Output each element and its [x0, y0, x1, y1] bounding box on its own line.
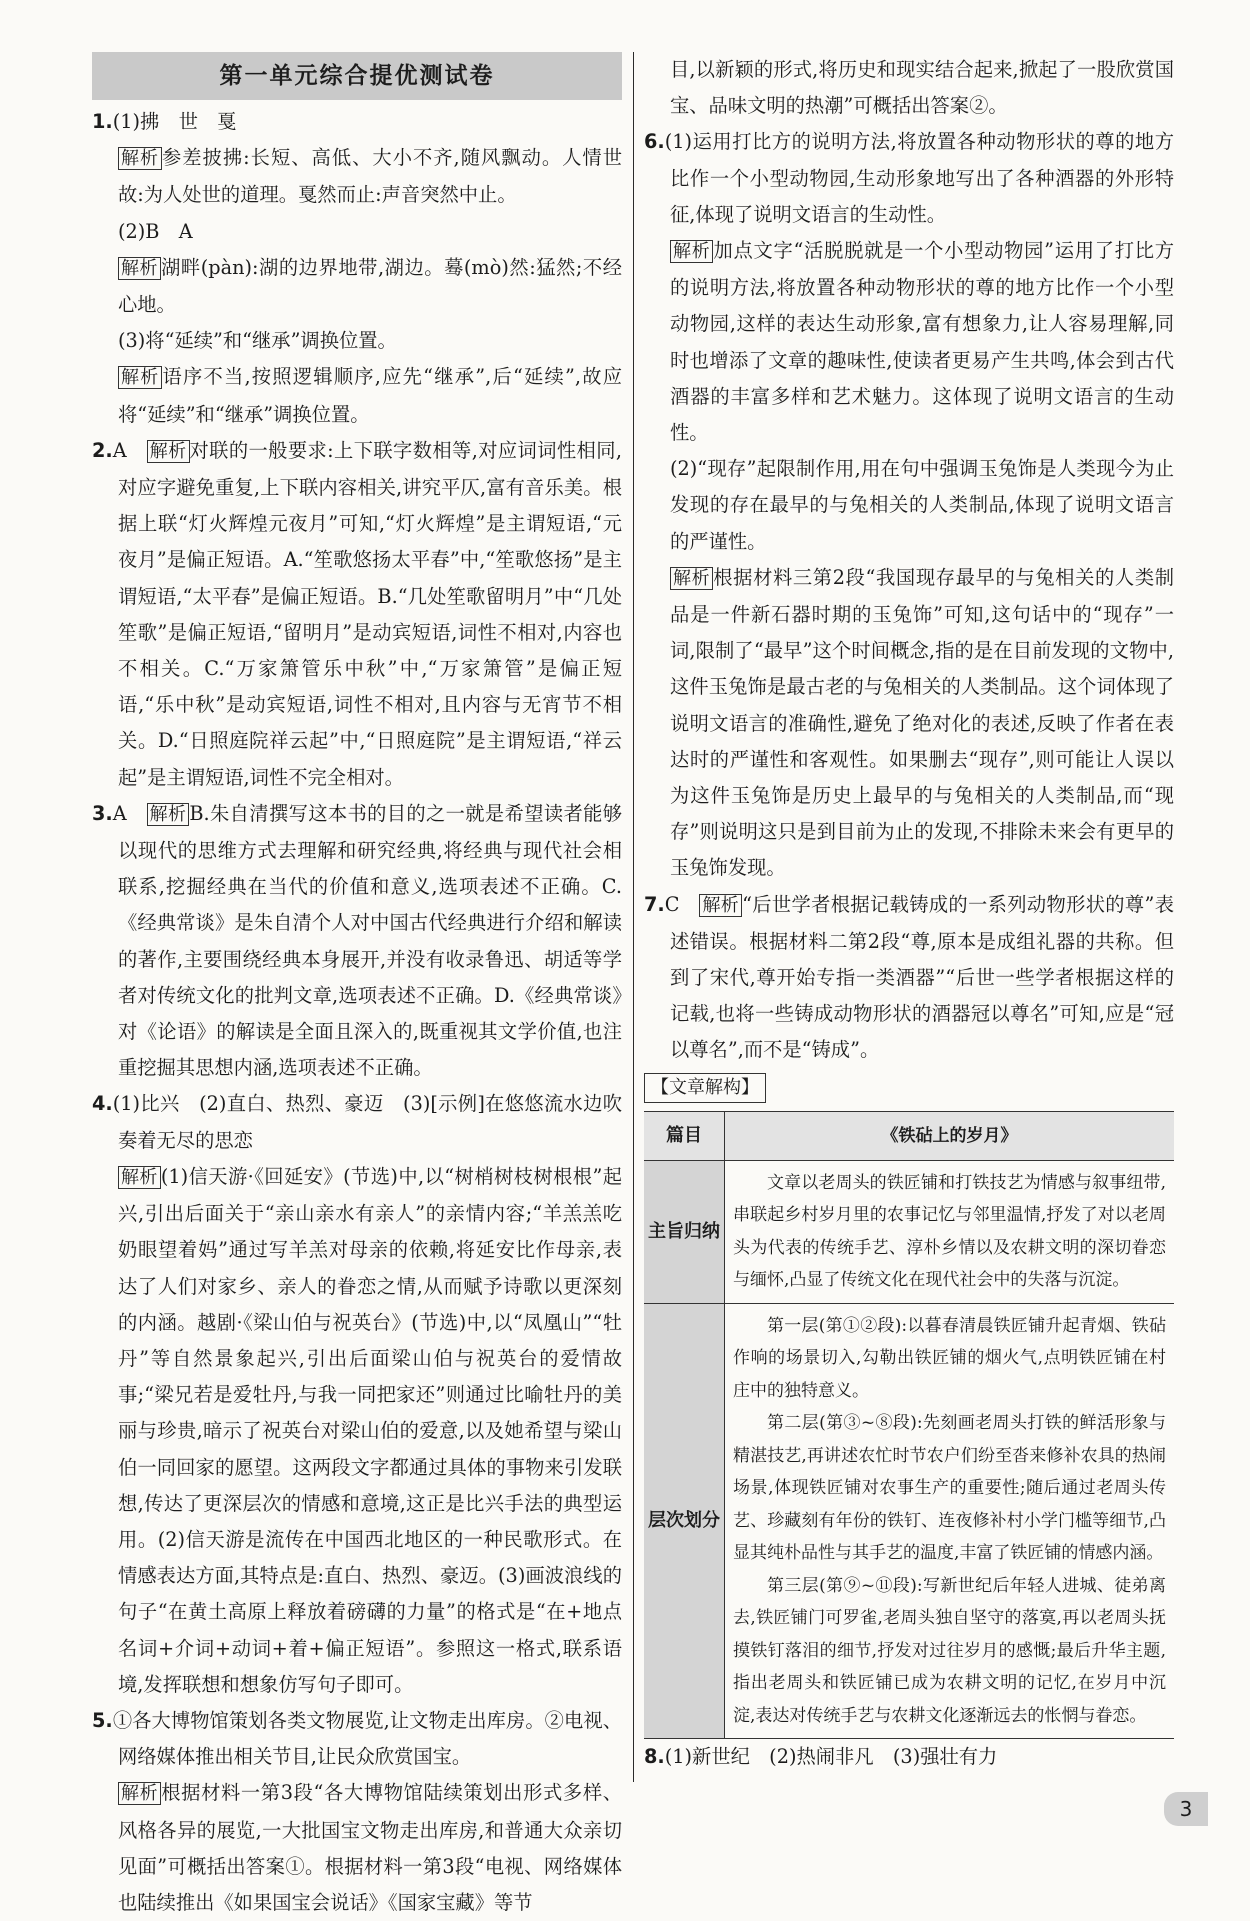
analysis-tag: 解析: [118, 257, 161, 280]
left-column: [92, 52, 622, 1921]
structure-table: [644, 1111, 1174, 1740]
answer-block: (2)“现存”起限制作用,用在句中强调玉兔饰是人类现今为止发现的存在最早的与兔相关的人类制品,体现了说明文语言的严谨性。: [670, 457, 1174, 553]
col-head: 篇目: [644, 1111, 725, 1160]
right-answers: [644, 52, 1174, 1069]
answer-block: 解析 湖畔(pàn):湖的边界地带,湖边。蓦(mò)然:猛然;不经心地。: [118, 255, 622, 317]
column-divider: [633, 52, 634, 1782]
answer-block: 5.①各大博物馆策划各类文物展览,让文物走出库房。②电视、网络媒体推出相关节目,让民众欣赏国宝。: [92, 1708, 622, 1769]
right-column: [644, 52, 1174, 1776]
analysis-tag: 解析: [147, 440, 190, 463]
answer-block: 解析 参差披拂:长短、高低、大小不齐,随风飘动。人情世故:为人处世的道理。戛然而止:声音突然中止。: [118, 146, 622, 207]
answer-block: 7.C 解析 “后世学者根据记载铸成的一系列动物形状的尊”表述错误。根据材料二第2段“尊,原本是成组礼器的共称。但到了宋代,尊开始专指一类酒器”“后世一些学者根据这样的记载,也将一些铸成动物形状的酒器冠以尊名”可知,应是“冠以尊名”,而不是“铸成”。: [644, 892, 1175, 1062]
answer-block: 6.(1)运用打比方的说明方法,将放置各种动物形状的尊的地方比作一个小型动物园,生动形象地写出了各种酒器的外形特征,体现了说明文语言的生动性。: [644, 130, 1174, 226]
page-title: 第一单元综合提优测试卷: [92, 52, 622, 100]
article-title: 《铁砧上的岁月》: [725, 1111, 1175, 1160]
answer-block: 3.A 解析 B.朱自清撰写这本书的目的之一就是希望读者能够以现代的思维方式去理解和研究经典,将经典与现代社会相联系,挖掘经典在当代的价值和意义,选项表述不正确。C.《经典常谈》是朱自清个人对中国古代经典进行介绍和解读的著作,主要围绕经典本身展开,并没有收录鲁迅、胡适等学者对传统文化的批判文章,选项表述不正确。D.《经典常谈》对《论语》的解读是全面且深入的,既重视其文学价值,也注重挖掘其思想内涵,选项表述不正确。: [92, 801, 623, 1080]
table-row: [644, 1303, 1174, 1739]
answer-block: 2.A 解析 对联的一般要求:上下联字数相等,对应词词性相同,对应字避免重复,上下联内容相关,讲究平仄,富有音乐美。根据上联“灯火辉煌元夜月”可知,“灯火辉煌”是主谓短语,“元夜月”是偏正短语。A.“笙歌悠扬太平春”中,“笙歌悠扬”是主谓短语,“太平春”是偏正短语。B.“几处笙歌留明月”中“几处笙歌”是偏正短语,“留明月”是动宾短语,词性不相对,内容也不相关。C.“万家箫管乐中秋”中,“万家箫管”是偏正短语,“乐中秋”是动宾短语,词性不相对,且内容与无宵节不相关。D.“日照庭院祥云起”中,“日照庭院”是主谓短语,“祥云起”是主谓短语,词性不完全相对。: [92, 438, 622, 789]
page-number: 3: [1164, 1792, 1208, 1826]
theme-label: 主旨归纳: [644, 1160, 725, 1303]
answer-block: 1.(1)拂 世 戛: [92, 110, 237, 133]
table-row: [644, 1111, 1174, 1160]
layer-3: 第三层(第⑨~⑪段):写新世纪后年轻人进城、徒弟离去,铁匠铺门可罗雀,老周头独自坚守的落寞,再以老周头抚摸铁钉落泪的细节,抒发对过往岁月的感慨;最后升华主题,指出老周头和铁匠铺已成为农耕文明的记忆,在岁月中沉淀,表达对传统手艺与农耕文化逐渐远去的怅惘与眷恋。: [733, 1575, 1166, 1726]
answer-block: 解析 语序不当,按照逻辑顺序,应先“继承”,后“延续”,故应将“延续”和“继承”调换位置。: [118, 365, 623, 426]
layer-2: 第二层(第③~⑧段):先刻画老周头打铁的鲜活形象与精湛技艺,再讲述农忙时节农户们纷至沓来修补农具的热闹场景,体现铁匠铺对农事生产的重要性;随后通过老周头传艺、珍藏刻有年份的铁钉、连夜修补村小学门槛等细节,凸显其纯朴品性与其手艺的温度,丰富了铁匠铺的情感内涵。: [733, 1413, 1166, 1564]
answer-block: 解析 (1)信天游·《回延安》(节选)中,以“树梢树枝树根根”起兴,引出后面关于“亲山亲水有亲人”的亲情内容;“羊羔羔吃奶眼望着妈”通过写羊羔对母亲的依赖,将延安比作母亲,表达了人们对家乡、亲人的眷恋之情,从而赋予诗歌以更深刻的内涵。越剧·《梁山伯与祝英台》(节选)中,以“凤凰山”“牡丹”等自然景象起兴,引出后面梁山伯与祝英台的爱情故事;“梁兄若是爱牡丹,与我一同把家还”则通过比喻牡丹的美丽与珍贵,暗示了祝英台对梁山伯的爱意,以及她希望与梁山伯一同回家的愿望。这两段文字都通过具体的事物来引发联想,传达了更深层次的情感和意境,这正是比兴手法的典型运用。(2)信天游是流传在中国西北地区的一种民歌形式。在情感表达方面,其特点是:直白、热烈、豪迈。(3)画波浪线的句子“在黄土高原上释放着磅礴的力量”的格式是“在+地点名词+介词+动词+着+偏正短语”。参照这一格式,联系语境,发挥联想和想象仿写句子即可。: [118, 1164, 623, 1696]
layers-label: 层次划分: [644, 1303, 725, 1739]
analysis-tag: 解析: [118, 1782, 161, 1805]
answer-block: (3)将“延续”和“继承”调换位置。: [118, 329, 397, 353]
theme-text: 文章以老周头的铁匠铺和打铁技艺为情感与叙事纽带,串联起乡村岁月里的农事记忆与邻里温情,抒发了对以老周头为代表的传统手艺、淳朴乡情以及农耕文明的深切眷恋与缅怀,凸显了传统文化在现代社会中的失落与沉淀。: [733, 1172, 1166, 1291]
structure-label: 文章解构: [669, 1076, 741, 1098]
answer-block: 目,以新颖的形式,将历史和现实结合起来,掀起了一股欣赏国宝、品味文明的热潮”可概括出答案②。: [670, 58, 1174, 118]
table-row: [644, 1160, 1174, 1303]
analysis-tag: 解析: [118, 366, 162, 389]
answer-block: 解析 根据材料一第3段“各大博物馆陆续策划出形式多样、风格各异的展览,一大批国宝文物走出库房,和普通大众亲切见面”可概括出答案①。根据材料一第3段“电视、网络媒体也陆续推出《如果国宝会说话》《国家宝藏》等节: [118, 1781, 623, 1914]
analysis-tag: 解析: [118, 1166, 161, 1189]
analysis-tag: 解析: [670, 240, 713, 263]
left-answers: [92, 104, 622, 1921]
answer-8: 8.(1)新世纪 (2)热闹非凡 (3)强壮有力: [644, 1745, 998, 1769]
analysis-tag: 解析: [670, 567, 713, 590]
analysis-tag: 解析: [147, 803, 190, 826]
analysis-tag: 解析: [118, 147, 162, 170]
analysis-tag: 解析: [699, 894, 742, 917]
article-structure: 【文章解构】 篇目 《铁砧上的岁月》 主旨归纳 文章以老周头的铁匠铺和打铁技艺为情感与叙事纽带,串联起乡村岁月里的农事记忆与邻里温情,抒发了对以老周头为代表的传统手艺、淳朴乡情以及农耕文明的深切眷恋与缅怀,凸显了传统文化在现代社会中的失落与沉淀。 层次划分 第一层(第①②段):以暮春清晨铁匠铺升起青烟、铁砧作响的场景切入,勾勒出铁匠铺的烟火气,点明铁匠铺在村庄中的独特意义。 第二层(第③~⑧段):先刻画老周头打铁的鲜活形象与精湛技艺,再讲述农忙时节农户们纷至沓来修补农具的热闹场景,体现铁匠铺对农事生产的重要性;随后通过老周头传艺、珍藏刻有年份的铁钉、连夜修补村小学门槛等细节,凸显其纯朴品性与其手艺的温度,丰富了铁匠铺的情感内涵。 第三层(第⑨~⑪段):写新世纪后年轻人进城、徒弟离去,铁匠铺门可罗雀,老周头独自坚守的落寞,再以老周头抚摸铁钉落泪的细节,抒发对过往岁月的感慨;最后升华主题,指出老周头和铁匠铺已成为农耕文明的记忆,在岁月中沉淀,表达对传统手艺与农耕文化逐渐远去的怅惘与眷恋。: [644, 1069, 1174, 1740]
layer-1: 第一层(第①②段):以暮春清晨铁匠铺升起青烟、铁砧作响的场景切入,勾勒出铁匠铺的烟火气,点明铁匠铺在村庄中的独特意义。: [733, 1315, 1166, 1401]
answer-block: 解析 加点文字“活脱脱就是一个小型动物园”运用了打比方的说明方法,将放置各种动物形状的尊的地方比作一个小型动物园,这样的表达生动形象,富有想象力,让人容易理解,同时也增添了文章的趣味性,使读者更易产生共鸣,体会到古代酒器的丰富多样和艺术魅力。这体现了说明文语言的生动性。: [670, 239, 1174, 445]
answer-block: 4.(1)比兴 (2)直白、热烈、豪迈 (3)[示例]在悠悠流水边吹奏着无尽的思恋: [92, 1092, 622, 1152]
answer-block: 解析 根据材料三第2段“我国现存最早的与兔相关的人类制品是一件新石器时期的玉兔饰”可知,这句话中的“现存”一词,限制了“最早”这个时间概念,指的是在目前发现的文物中,这件玉兔饰是最古老的与兔相关的人类制品。这个词体现了说明文语言的准确性,避免了绝对化的表述,反映了作者在表达时的严谨性和客观性。如果删去“现存”,则可能让人误以为这件玉兔饰是历史上最早的与兔相关的人类制品,而“现存”则说明这只是到目前为止的发现,不排除未来会有更早的玉兔饰发现。: [670, 565, 1175, 880]
answer-block: (2)B A: [118, 219, 212, 243]
